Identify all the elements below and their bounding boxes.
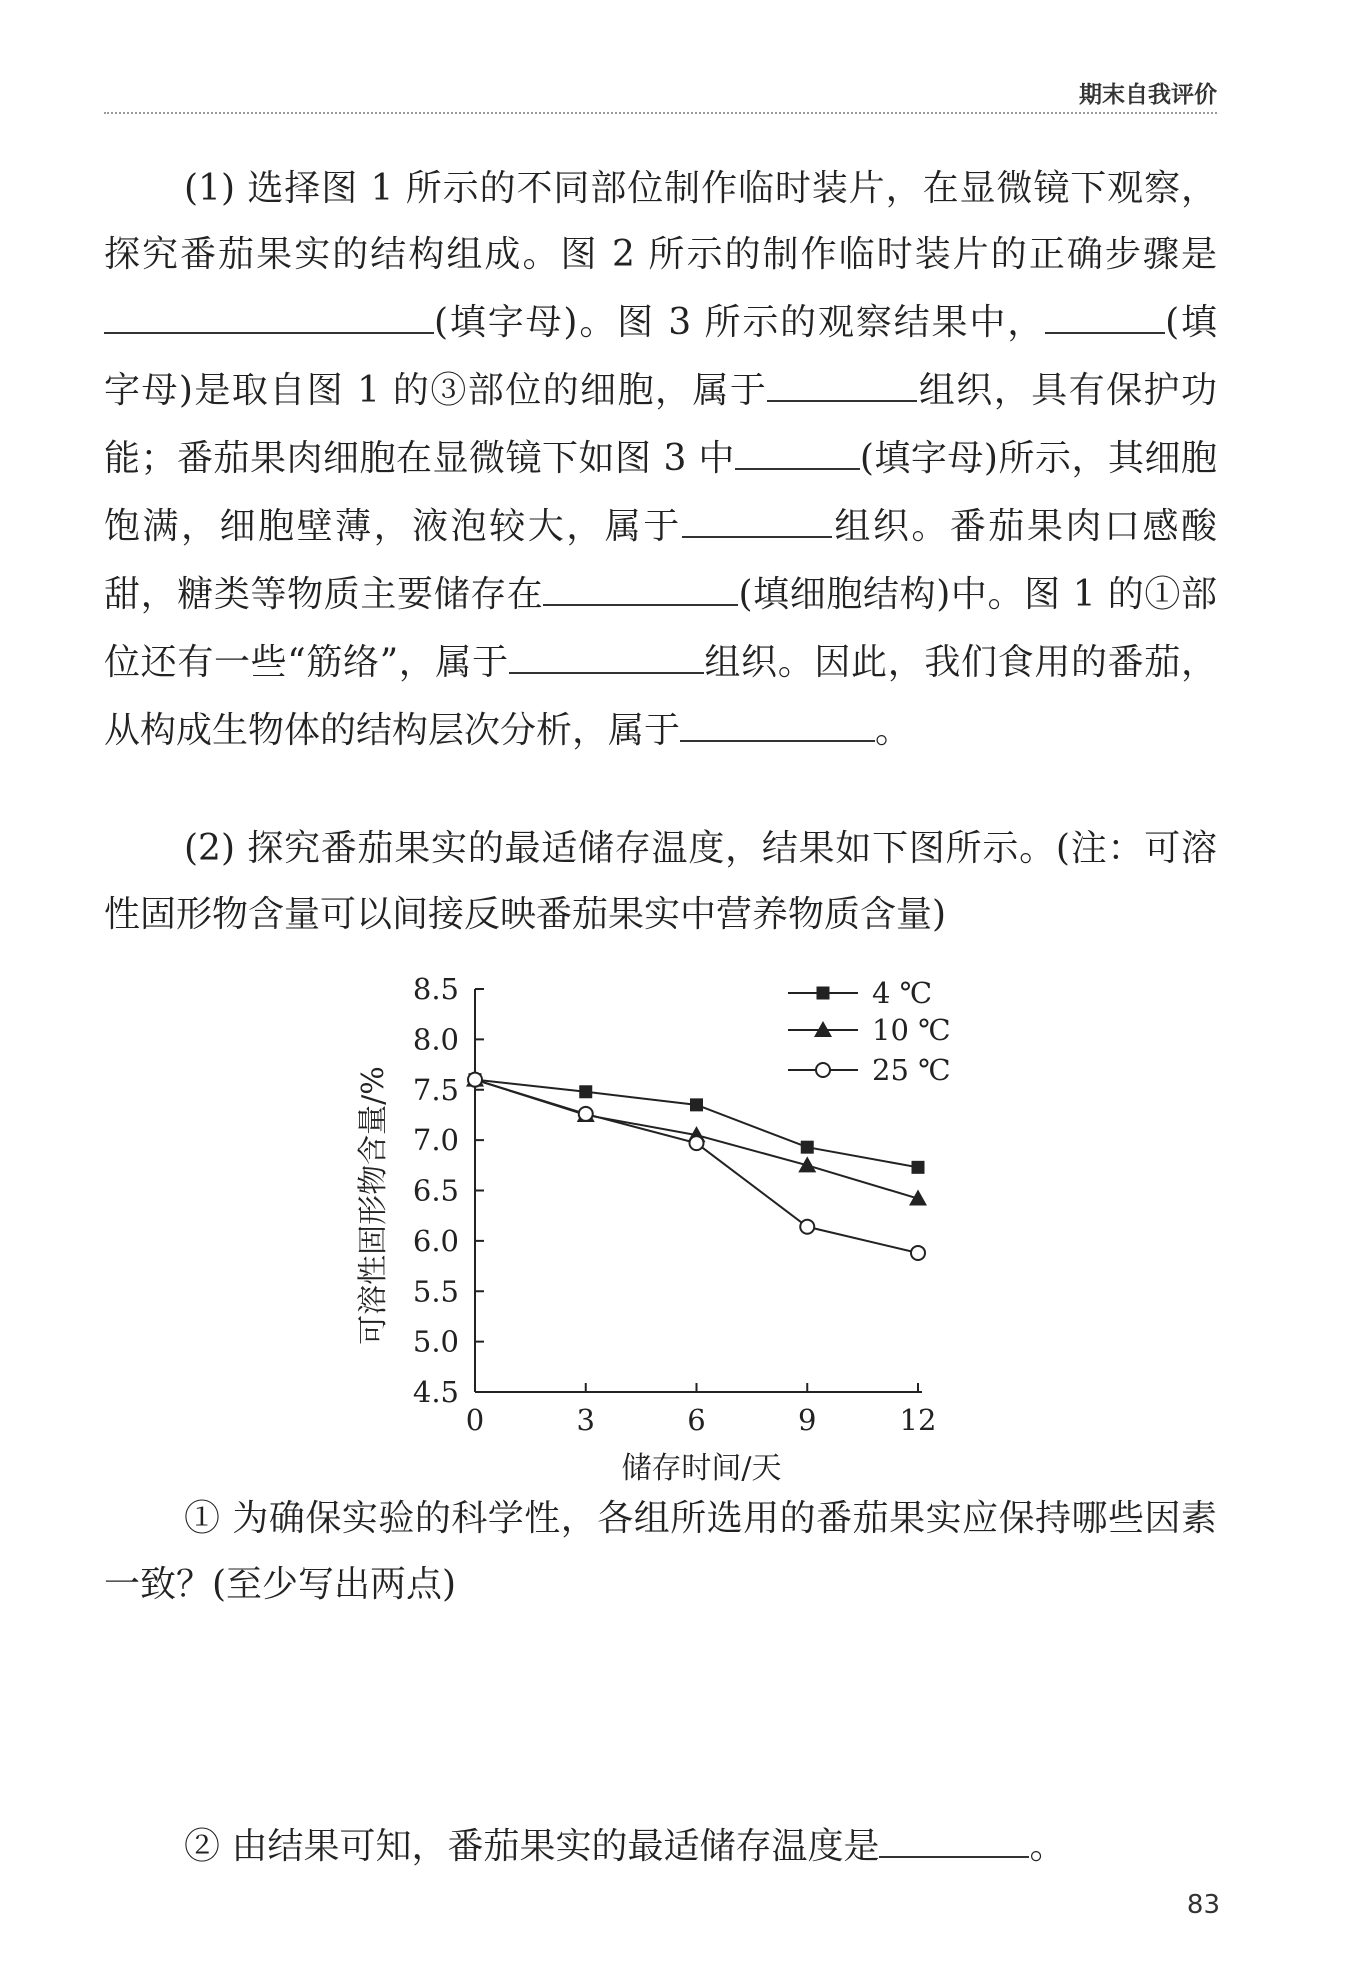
data-point-square bbox=[579, 1085, 592, 1098]
header-divider bbox=[104, 112, 1217, 114]
legend-marker-circle bbox=[816, 1063, 830, 1077]
question-1 bbox=[104, 156, 1217, 764]
y-tick-label: 5.0 bbox=[412, 1324, 459, 1359]
q1-text-7: (填细胞结构)中。图 1 的①部位还有一些“筋络”，属于 bbox=[104, 574, 1217, 683]
legend-marker-triangle bbox=[814, 1021, 832, 1037]
data-point-square bbox=[801, 1141, 814, 1154]
y-tick-label: 8.0 bbox=[412, 1022, 459, 1057]
y-tick-label: 6.0 bbox=[412, 1223, 459, 1258]
data-point-triangle bbox=[909, 1190, 927, 1206]
y-axis-title: 可溶性固形物含量/% bbox=[356, 1066, 391, 1345]
answer-blank-3[interactable] bbox=[767, 356, 917, 402]
x-tick-label: 0 bbox=[465, 1403, 485, 1437]
section-title: 期末自我评价 bbox=[1079, 82, 1217, 108]
answer-blank-2[interactable] bbox=[1045, 288, 1165, 334]
answer-blank-9[interactable] bbox=[879, 1812, 1029, 1858]
question-2-sub-1: ① 为确保实验的科学性，各组所选用的番茄果实应保持哪些因素一致？(至少写出两点) bbox=[104, 1498, 1217, 1605]
series-line-circle bbox=[475, 1080, 918, 1253]
legend-label: 10 ℃ bbox=[872, 1013, 951, 1047]
q2-sub-2-end: 。 bbox=[1029, 1826, 1066, 1867]
x-tick-label: 9 bbox=[798, 1403, 817, 1437]
x-tick-label: 3 bbox=[576, 1403, 595, 1437]
data-point-square bbox=[469, 1073, 482, 1086]
q1-text-8: 组织。因此，我们食用的番茄，从构成生物体的结构层次分析，属于 bbox=[104, 642, 1217, 751]
q1-text-6: 组织。番茄果肉口感酸甜，糖类等物质主要储存在 bbox=[104, 506, 1217, 615]
data-point-square bbox=[690, 1098, 703, 1111]
q1-text-1: (1) 选择图 1 所示的不同部位制作临时装片，在显微镜下观察，探究番茄果实的结构组成。图 2 所示的制作临时装片的正确步骤是 bbox=[104, 168, 1217, 275]
answer-blank-6[interactable] bbox=[543, 560, 738, 606]
question-2-intro: (2) 探究番茄果实的最适储存温度，结果如下图所示。(注：可溶性固形物含量可以间接反映番茄果实中营养物质含量) bbox=[104, 828, 1217, 935]
series-line-triangle bbox=[475, 1080, 918, 1199]
legend-label: 4 ℃ bbox=[872, 976, 933, 1010]
data-point-square bbox=[912, 1161, 925, 1174]
q2-sub-2-text: ② 由结果可知，番茄果实的最适储存温度是 bbox=[184, 1826, 880, 1867]
data-point-triangle bbox=[577, 1106, 595, 1122]
data-point-triangle bbox=[688, 1126, 706, 1142]
answer-blank-8[interactable] bbox=[680, 696, 875, 742]
y-tick-label: 7.0 bbox=[412, 1123, 459, 1158]
q1-text-2: (填字母)。图 3 所示的观察结果中， bbox=[434, 302, 1046, 343]
question-2-sub-2 bbox=[104, 1812, 1217, 1880]
y-tick-label: 8.5 bbox=[412, 972, 459, 1006]
x-axis-title: 储存时间/天 bbox=[621, 1451, 782, 1486]
data-point-circle bbox=[800, 1220, 814, 1234]
series-line-square bbox=[475, 1080, 918, 1168]
legend-label: 25 ℃ bbox=[872, 1053, 951, 1087]
data-point-triangle bbox=[466, 1071, 484, 1087]
x-tick-label: 6 bbox=[687, 1403, 706, 1437]
answer-blank-4[interactable] bbox=[735, 424, 860, 470]
q1-text-5: (填字母)所示，其细胞饱满，细胞壁薄，液泡较大，属于 bbox=[104, 438, 1218, 547]
page-number: 83 bbox=[1186, 1890, 1220, 1920]
data-point-triangle bbox=[798, 1156, 816, 1172]
answer-blank-5[interactable] bbox=[682, 492, 832, 538]
data-point-circle bbox=[690, 1136, 704, 1150]
y-tick-label: 5.5 bbox=[412, 1274, 459, 1309]
q1-text-9: 。 bbox=[875, 710, 912, 751]
answer-blank-1[interactable] bbox=[104, 288, 434, 334]
q1-text-4: 组织，具有保护功能；番茄果肉细胞在显微镜下如图 3 中 bbox=[104, 370, 1217, 479]
legend-marker-square bbox=[817, 987, 830, 1000]
y-tick-label: 4.5 bbox=[412, 1375, 459, 1409]
y-tick-label: 6.5 bbox=[412, 1173, 459, 1208]
answer-blank-7[interactable] bbox=[509, 628, 704, 674]
y-tick-label: 7.5 bbox=[412, 1072, 459, 1107]
data-point-circle bbox=[579, 1107, 593, 1121]
q1-text-3: (填字母)是取自图 1 的③部位的细胞，属于 bbox=[104, 302, 1217, 411]
x-tick-label: 12 bbox=[899, 1403, 937, 1437]
data-point-circle bbox=[911, 1246, 925, 1260]
data-point-circle bbox=[468, 1073, 482, 1087]
